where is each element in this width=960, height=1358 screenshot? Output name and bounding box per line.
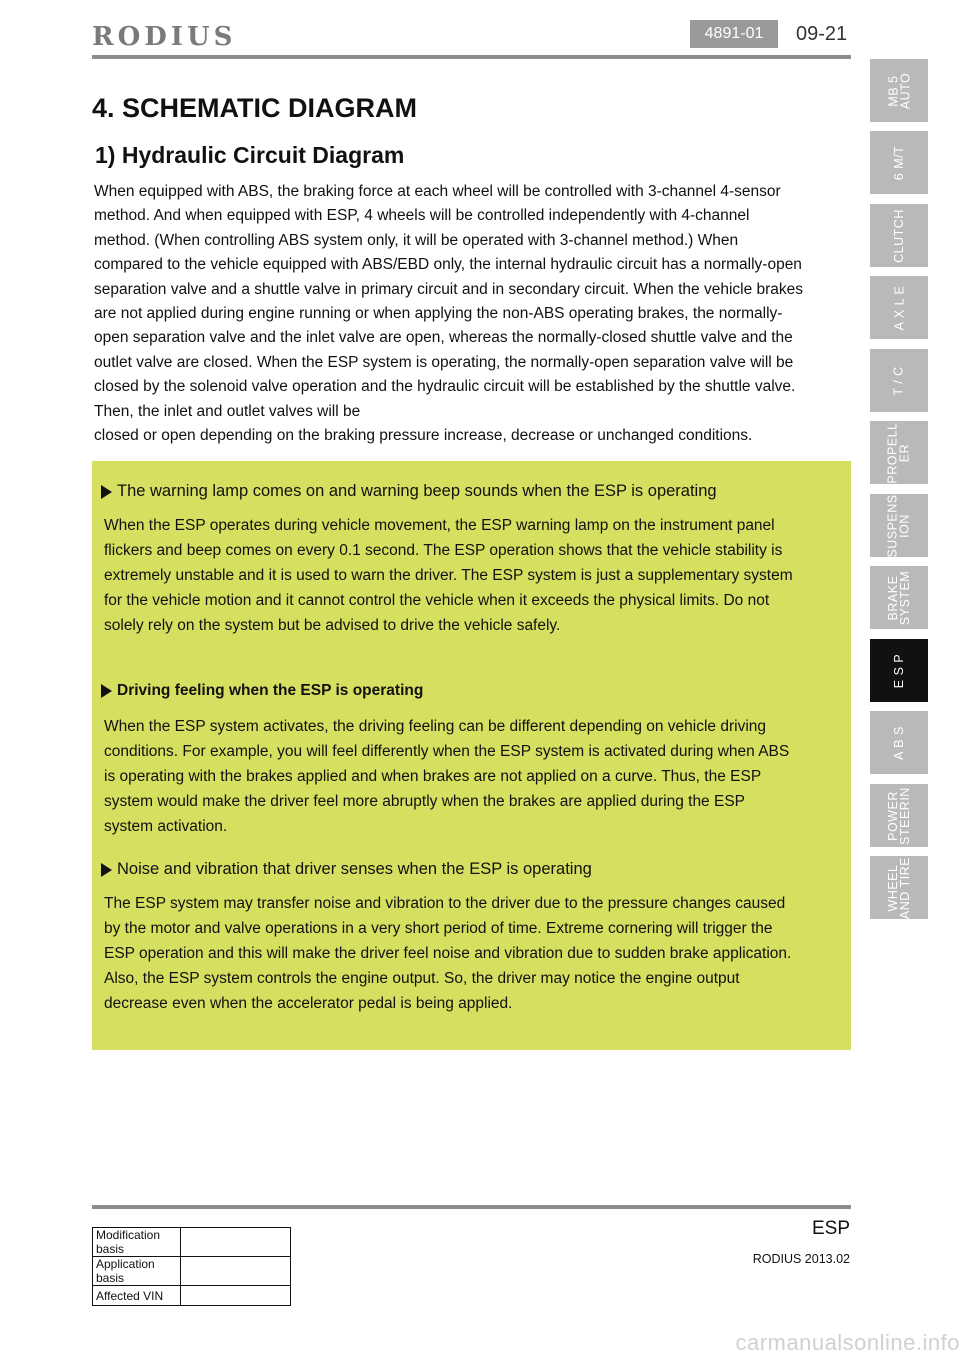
tab-abs[interactable] [870, 711, 928, 774]
tab-6mt[interactable] [870, 131, 928, 194]
page-number: 09-21 [796, 23, 848, 45]
footer-model: RODIUS 2013.02 [752, 1252, 850, 1266]
document-code-badge: 4891-01 [690, 20, 778, 48]
header-divider [92, 55, 851, 59]
tab-mb5-auto[interactable] [870, 59, 928, 122]
tab-brake-system[interactable] [870, 566, 928, 629]
table-label-cell: Application basis [93, 1257, 181, 1286]
note-heading-noise-vibration [101, 860, 592, 879]
tab-propeller[interactable] [870, 421, 928, 484]
tab-label: POWER STEERIN [886, 786, 912, 845]
tab-axle[interactable] [870, 276, 928, 339]
footer-section-name: ESP [811, 1218, 850, 1239]
tab-label: E S P [892, 653, 906, 688]
note-body-driving-feeling: When the ESP system activates, the driving feeling can be different depending on vehicle driving conditions. For example, you will feel differently when the ESP system is activated during when ABS is operating with the brakes applied and when brakes are not applied on a curve. Thus, the ESP system would make the driver feel more abruptly when the brakes are applied during the ESP system activation. [104, 718, 790, 835]
note-body-noise-vibration: The ESP system may transfer noise and vibration to the driver due to the pressure changes caused by the motor and valve operations in a very short period of time. Extreme cornering will trigger the ESP operation and this will make the driver feel noise and vibration due to sudden brake application. Also, the ESP system controls the engine output. So, the driver may notice the engine output decrease even when the accelerator pedal is being applied. [104, 895, 792, 1012]
triangle-bullet-icon [101, 485, 112, 499]
table-label-cell: Affected VIN [93, 1286, 181, 1306]
tab-label: PROPELL ER [886, 421, 913, 484]
tab-label: CLUTCH [891, 208, 906, 263]
tab-esp[interactable] [870, 639, 928, 702]
table-label-cell: Modification basis [93, 1228, 181, 1257]
tab-wheel-and-tire[interactable] [870, 856, 928, 919]
triangle-bullet-icon [101, 684, 112, 698]
tab-clutch[interactable] [870, 204, 928, 267]
note-heading-text: The warning lamp comes on and warning beep sounds when the ESP is operating [117, 482, 717, 500]
triangle-bullet-icon [101, 863, 112, 877]
revision-table [92, 1227, 291, 1306]
note-heading-warning-lamp [101, 482, 717, 501]
note-heading-text: Driving feeling when the ESP is operating [117, 682, 424, 699]
tab-label: A X L E [891, 285, 906, 330]
page-title: 4. SCHEMATIC DIAGRAM [92, 93, 418, 123]
note-heading-driving-feeling [101, 682, 423, 700]
tab-label: WHEEL AND TIRE [886, 856, 912, 919]
table-row [93, 1257, 291, 1286]
note-body-warning-lamp: When the ESP operates during vehicle movement, the ESP warning lamp on the instrument panel flickers and beep comes on every 0.1 second. The ESP operation shows that the vehicle stability is extremely unstable and it is used to warn the driver. The ESP system is just a supplementary system for the vehicle motion and it cannot control the vehicle when it exceeds the physical limits. Do not solely rely on the system but be advised to drive the vehicle safely. [104, 517, 793, 634]
tab-label: T / C [891, 365, 906, 396]
tab-power-steering[interactable] [870, 784, 928, 847]
tab-label: 6 M/T [891, 145, 906, 180]
brand-logo: RODIUS [92, 22, 237, 52]
table-value-cell [181, 1228, 291, 1257]
watermark: carmanualsonline.info [735, 1330, 960, 1355]
note-heading-text: Noise and vibration that driver senses when the ESP is operating [117, 860, 592, 878]
table-value-cell [181, 1286, 291, 1306]
intro-paragraph: When equipped with ABS, the braking force at each wheel will be controlled with 3-channel 4-sensor method. And when equipped with ESP, 4 wheels will be controlled independently with 4-channel method. (When controlling ABS system only, it will be operated with 3-channel method.) When compared to the vehicle equipped with ABS/EBD only, the internal hydraulic circuit has a normally-open separation valve and a shuttle valve in primary circuit and in secondary circuit. When the vehicle brakes are not applied during engine running or when applying the non-ABS operating brakes, the normally- open separation valve and the inlet valve are open, whereas the normally-closed shuttle valve and the outlet valve are closed. When the ESP system is operating, the normally-open separation valve will be closed by the solenoid valve operation and the hydraulic circuit will be established by the shuttle valve. Then, the inlet and outlet valves will be closed or open depending on the braking pressure increase, decrease or unchanged conditions. [94, 183, 804, 445]
tab-suspension[interactable] [870, 494, 928, 557]
tab-label: BRAKE SYSTEM [886, 570, 912, 625]
tab-label: SUSPENS ION [886, 493, 912, 558]
table-row [93, 1228, 291, 1257]
section-subtitle: 1) Hydraulic Circuit Diagram [95, 142, 405, 168]
tab-label: A B S [892, 725, 906, 760]
tab-label: MB 5 AUTO [886, 72, 912, 109]
table-value-cell [181, 1257, 291, 1286]
table-row [93, 1286, 291, 1306]
footer-divider [92, 1205, 851, 1209]
tab-tc[interactable] [870, 349, 928, 412]
